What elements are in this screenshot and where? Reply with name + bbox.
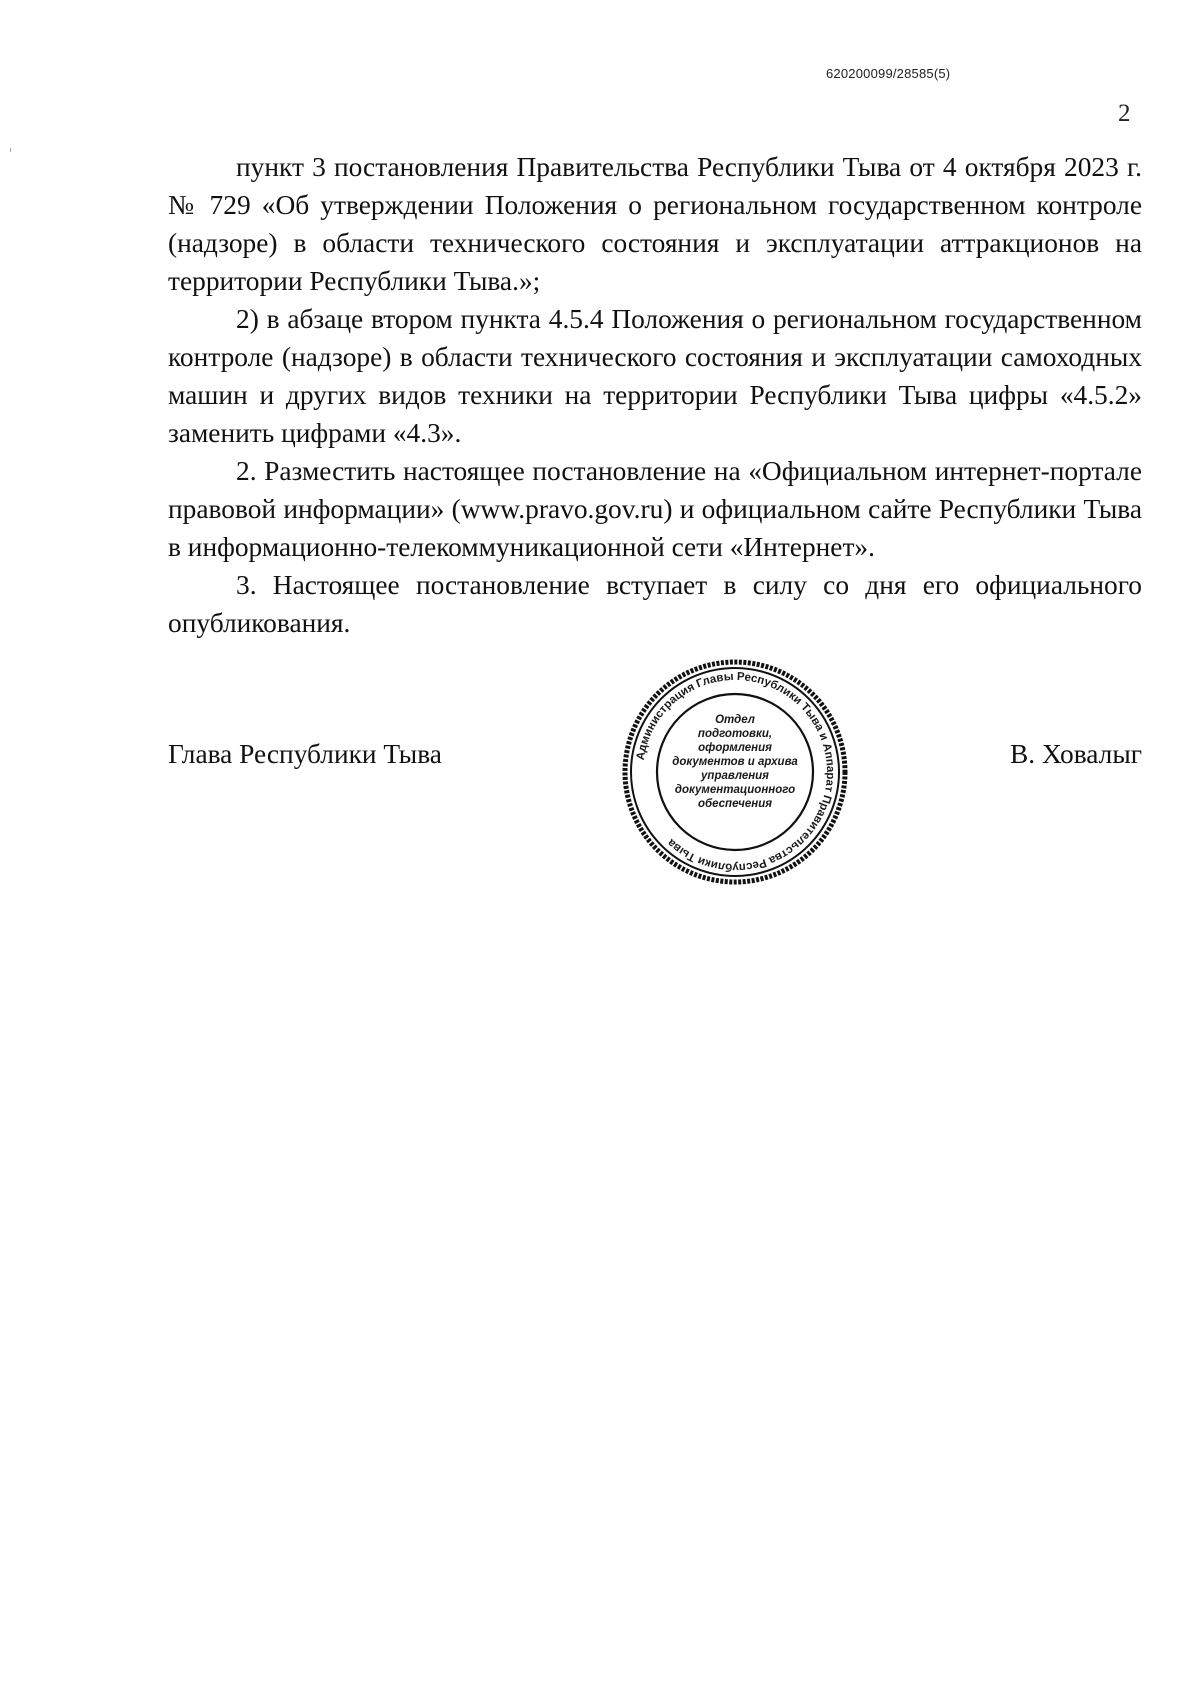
document-body <box>168 148 1142 642</box>
paragraph-item-2: 2. Разместить настоящее постановление на «Официальном интернет-портале правовой информации» (www.pravo.gov.ru) и официальном сайте Республики Тыва в информационно-телекоммуникационной сети «Интернет». <box>168 456 1142 562</box>
paragraph-item-3: 3. Настоящее постановление вступает в силу со дня его официального опубликования. <box>168 570 1142 638</box>
paragraph-continuation: пункт 3 постановления Правительства Республики Тыва от 4 октября 2023 г. № 729 «Об утверждении Положения о региональном государственном контроле (надзоре) в области технического состояния и эксплуатации аттракционов на территории Республики Тыва.»; <box>168 152 1142 296</box>
seal-outer-text: Администрация Главы Республики Тыва и Аппарат Правительства Республики Тыва <box>634 670 837 874</box>
page-number: 2 <box>1118 100 1131 127</box>
seal-line: управления <box>701 770 769 782</box>
seal-line: Отдел <box>715 714 755 726</box>
official-seal <box>620 657 850 887</box>
seal-center-text <box>666 713 804 811</box>
scan-margin-mark <box>10 148 11 152</box>
signer-name: В. Ховалыг <box>1010 739 1142 769</box>
paragraph-subitem-2: 2) в абзаце втором пункта 4.5.4 Положения о региональном государственном контроле (надзоре) в области технического состояния и эксплуатации самоходных машин и других видов техники на территории Республики Тыва цифры «4.5.2» заменить цифрами «4.3». <box>168 304 1142 448</box>
seal-line: обеспечения <box>697 798 773 810</box>
signer-title: Глава Республики Тыва <box>168 739 442 769</box>
document-registration-number: 620200099/28585(5) <box>826 66 951 81</box>
seal-line: оформления <box>698 742 772 754</box>
seal-line: подготовки, <box>697 728 773 740</box>
seal-line: документационного <box>674 784 796 796</box>
seal-line: документов и архива <box>672 756 798 768</box>
